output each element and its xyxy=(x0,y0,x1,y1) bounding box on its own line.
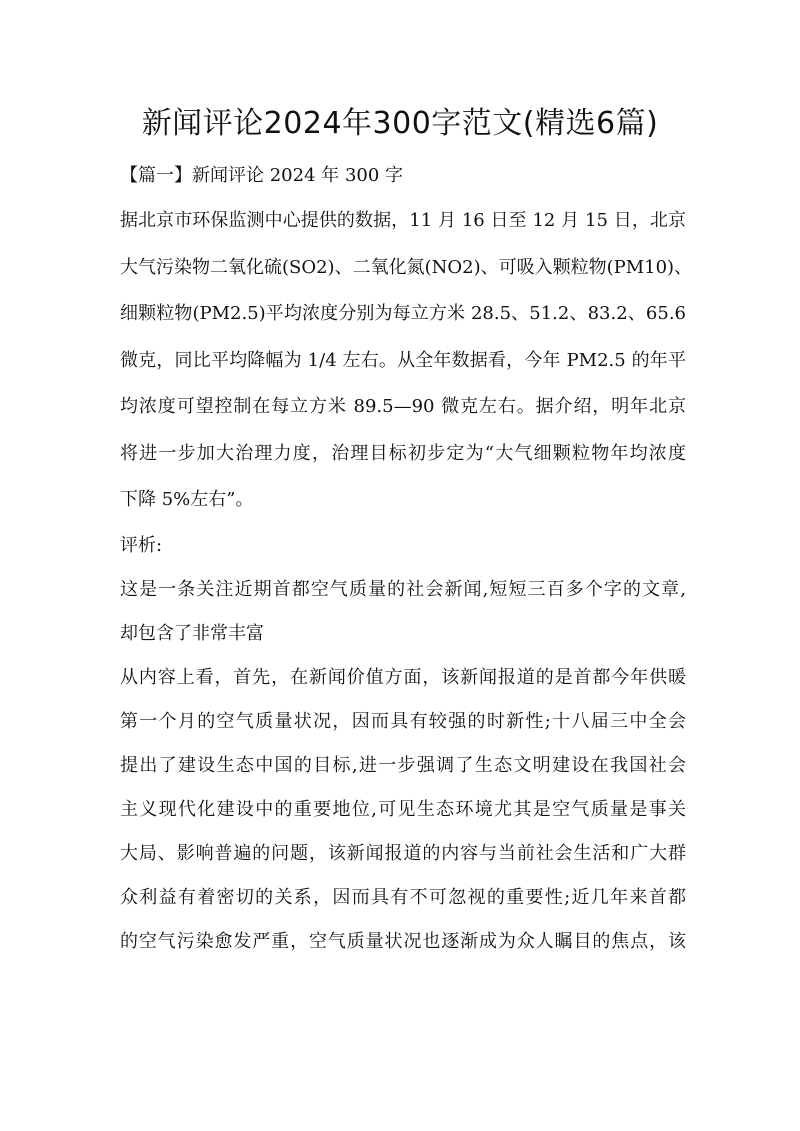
paragraph-line: 大局、影响普遍的问题，该新闻报道的内容与当前社会生活和广大群 xyxy=(120,842,686,864)
paragraph-line: 据北京市环保监测中心提供的数据，11 月 16 日至 12 月 15 日，北京 xyxy=(120,210,686,231)
paragraph-1 xyxy=(120,198,693,524)
paragraph-line: 均浓度可望控制在每立方米 89.5—90 微克左右。据介绍，明年北京 xyxy=(120,396,686,417)
document-title: 新闻评论2024年300字范文(精选6篇) xyxy=(141,106,659,141)
paragraph-line: 大气污染物二氧化硫(SO2)、二氧化氮(NO2)、可吸入颗粒物(PM10)、 xyxy=(120,256,693,278)
paragraph-line: 从内容上看，首先，在新闻价值方面，该新闻报道的是首都今年供暖 xyxy=(120,666,686,688)
paragraph-line: 细颗粒物(PM2.5)平均浓度分别为每立方米 28.5、51.2、83.2、65.6 xyxy=(120,303,686,324)
paragraph-line: 众利益有着密切的关系，因而具有不可忽视的重要性;近几年来首都 xyxy=(120,886,686,908)
paragraph-2 xyxy=(120,568,686,656)
paragraph-line: 将进一步加大治理力度，治理目标初步定为“大气细颗粒物年均浓度 xyxy=(120,442,686,464)
paragraph-line: 主义现代化建设中的重要地位,可见生态环境尤其是空气质量是事关 xyxy=(120,798,686,820)
paragraph-line: 下降 5%左右”。 xyxy=(120,489,254,510)
analysis-label: 评析: xyxy=(120,534,163,556)
paragraph-line: 这是一条关注近期首都空气质量的社会新闻,短短三百多个字的文章, xyxy=(120,578,686,600)
document-body xyxy=(120,154,693,964)
section-heading: 【篇一】新闻评论 2024 年 300 字 xyxy=(120,165,404,186)
paragraph-3 xyxy=(120,656,686,964)
paragraph-line: 却包含了非常丰富 xyxy=(120,622,264,644)
paragraph-line: 提出了建设生态中国的目标,进一步强调了生态文明建设在我国社会 xyxy=(120,754,686,776)
paragraph-line: 的空气污染愈发严重，空气质量状况也逐渐成为众人瞩目的焦点，该 xyxy=(120,930,686,952)
paragraph-line: 微克，同比平均降幅为 1/4 左右。从全年数据看，今年 PM2.5 的年平 xyxy=(120,349,686,371)
paragraph-line: 第一个月的空气质量状况，因而具有较强的时新性;十八届三中全会 xyxy=(120,710,686,732)
